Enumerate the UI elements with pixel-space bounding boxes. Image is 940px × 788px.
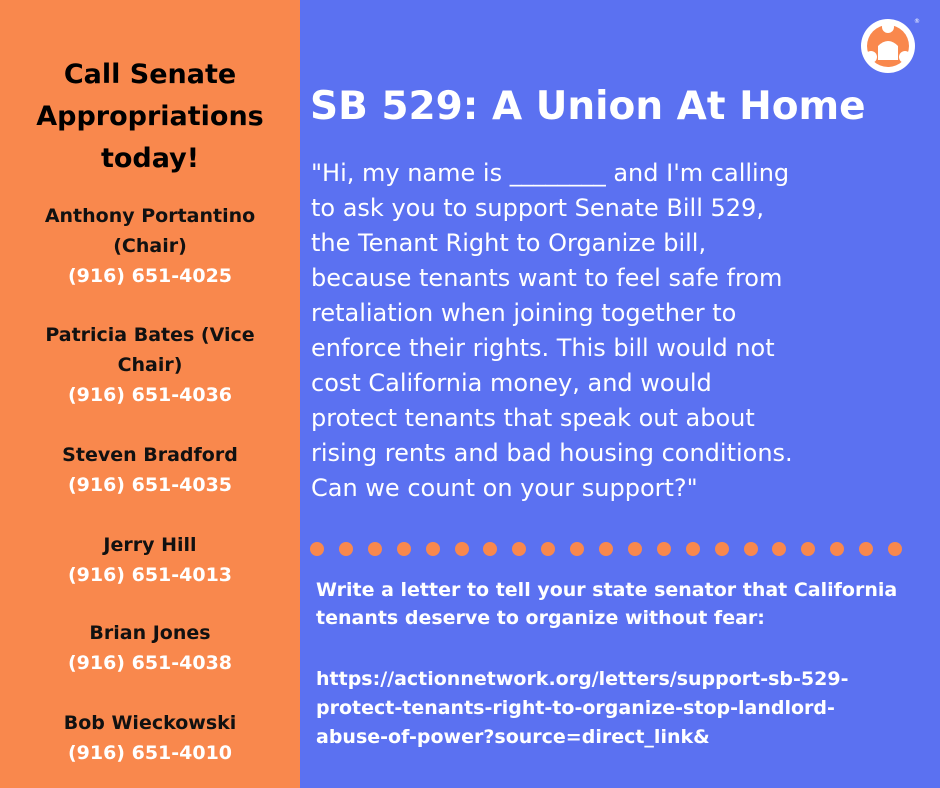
people-circle-logo-icon (858, 16, 918, 76)
divider-dot (657, 542, 671, 556)
divider-dot (310, 542, 324, 556)
divider-dot (744, 542, 758, 556)
divider-dot (859, 542, 873, 556)
senator-entry (0, 201, 300, 291)
quote-line: Can we count on your support?" (311, 474, 698, 502)
divider-dot (772, 542, 786, 556)
divider-dot (426, 542, 440, 556)
heading-line: Appropriations (36, 101, 264, 132)
svg-text:®: ® (914, 18, 920, 25)
letter-line: Write a letter to tell your state senator that California (316, 579, 898, 601)
senator-entry (0, 320, 300, 410)
quote-line: cost California money, and would (311, 369, 712, 397)
divider-dot (628, 542, 642, 556)
senator-name: Brian Jones (89, 622, 211, 644)
senator-name: Chair) (117, 354, 183, 376)
quote-line: protect tenants that speak out about (311, 404, 755, 432)
senator-phone[interactable]: (916) 651-4013 (67, 564, 233, 586)
link-line[interactable]: protect-tenants-right-to-organize-stop-landlord- (316, 697, 835, 719)
quote-line: rising rents and bad housing conditions. (311, 439, 793, 467)
letter-instructions (316, 576, 916, 632)
senator-phone[interactable]: (916) 651-4035 (67, 474, 233, 496)
divider-dot (455, 542, 469, 556)
quote-line: the Tenant Right to Organize bill, (311, 229, 707, 257)
senator-entry (0, 440, 300, 500)
link-line[interactable]: https://actionnetwork.org/letters/support-sb-529- (316, 668, 849, 690)
page-title: SB 529: A Union At Home (310, 84, 866, 129)
senator-entry (0, 618, 300, 678)
divider-dot (368, 542, 382, 556)
quote-line: because tenants want to feel safe from (311, 264, 783, 292)
divider-dot (512, 542, 526, 556)
dotted-divider (310, 541, 910, 557)
divider-dot (541, 542, 555, 556)
heading-line: Call Senate (63, 59, 237, 90)
senator-name: Patricia Bates (Vice (45, 324, 255, 346)
divider-dot (570, 542, 584, 556)
senator-phone[interactable]: (916) 651-4010 (67, 742, 233, 764)
quote-line: retaliation when joining together to (311, 299, 737, 327)
divider-dot (686, 542, 700, 556)
quote-line: enforce their rights. This bill would not (311, 334, 775, 362)
divider-dot (483, 542, 497, 556)
divider-dot (397, 542, 411, 556)
quote-line: to ask you to support Senate Bill 529, (311, 194, 764, 222)
link-line[interactable]: abuse-of-power?source=direct_link& (316, 726, 710, 748)
left-panel (0, 0, 300, 788)
senator-name: Bob Wieckowski (63, 712, 237, 734)
divider-dot (801, 542, 815, 556)
divider-dot (339, 542, 353, 556)
senator-name: Anthony Portantino (44, 205, 256, 227)
divider-dot (830, 542, 844, 556)
quote-line: "Hi, my name is ________ and I'm calling (311, 159, 790, 187)
call-to-action-heading (0, 54, 300, 180)
letter-line: tenants deserve to organize without fear: (316, 607, 765, 629)
divider-dot (888, 542, 902, 556)
divider-dot (715, 542, 729, 556)
senator-name: Jerry Hill (103, 534, 197, 556)
senator-phone[interactable]: (916) 651-4036 (67, 384, 233, 406)
senator-entry (0, 530, 300, 590)
senator-phone[interactable]: (916) 651-4038 (67, 652, 233, 674)
letter-link[interactable] (316, 665, 916, 752)
senator-name: (Chair) (113, 235, 187, 257)
call-script-quote (311, 156, 856, 506)
heading-line: today! (100, 143, 200, 174)
senator-entry (0, 708, 300, 768)
senator-phone[interactable]: (916) 651-4025 (67, 265, 233, 287)
divider-dot (599, 542, 613, 556)
senator-name: Steven Bradford (62, 444, 238, 466)
